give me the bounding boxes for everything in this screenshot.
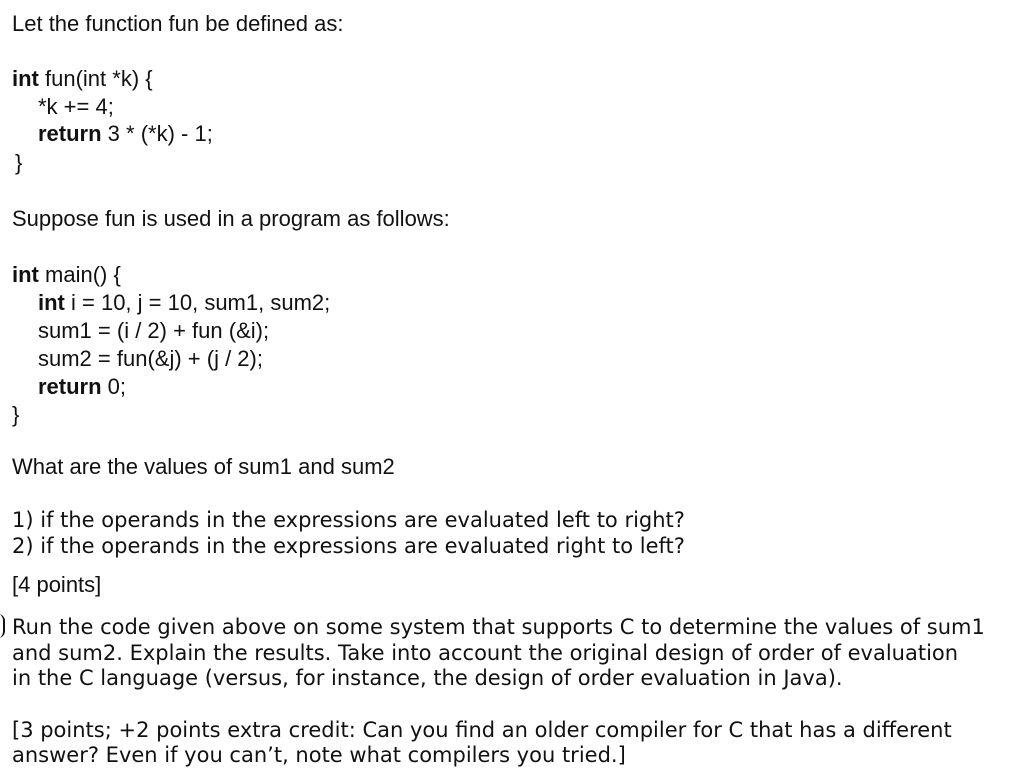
question-part-2: 2) if the operands in the expressions are evaluated right to left? — [12, 534, 685, 558]
usage-intro-text: Suppose fun is used in a program as follows: — [12, 206, 450, 231]
fun-close-brace: } — [15, 150, 23, 175]
main-signature — [12, 262, 121, 288]
fun-signature — [12, 66, 153, 92]
points-label-1: [4 points] — [12, 572, 102, 597]
main-declaration-line — [38, 290, 330, 316]
fun-signature-rest: fun(int *k) { — [38, 66, 153, 91]
main-return-rest: 0; — [101, 374, 127, 399]
left-edge-mark — [0, 614, 5, 638]
keyword-return: return — [38, 121, 102, 146]
question-text: What are the values of sum1 and sum2 — [12, 454, 395, 479]
main-sum1-line: sum1 = (i / 2) + fun (&i); — [38, 318, 270, 343]
main-close-brace: } — [12, 402, 20, 427]
main-signature-rest: main() { — [38, 262, 121, 287]
run-line-2: and sum2. Explain the results. Take into account the original design of order of evaluation — [12, 641, 959, 665]
main-sum2-line: sum2 = fun(&j) + (j / 2); — [38, 346, 263, 371]
main-declaration-rest: i = 10, j = 10, sum1, sum2; — [64, 290, 331, 315]
extra-line-2: answer? Even if you can’t, note what compilers you tried.] — [12, 743, 626, 767]
keyword-int: int — [38, 290, 65, 315]
extra-line-1: [3 points; +2 points extra credit: Can you find an older compiler for C that has a different — [12, 718, 952, 742]
run-line-3: in the C language (versus, for instance, the design of order evaluation in Java). — [12, 666, 843, 690]
question-part-1: 1) if the operands in the expressions are evaluated left to right? — [12, 508, 685, 532]
main-return-line — [38, 374, 126, 400]
intro-text: Let the function fun be defined as: — [12, 11, 344, 36]
keyword-int: int — [12, 66, 39, 91]
fun-return-rest: 3 * (*k) - 1; — [101, 121, 213, 146]
keyword-int: int — [12, 262, 39, 287]
fun-return-line — [38, 121, 213, 147]
run-line-1: Run the code given above on some system that supports C to determine the values of sum1 — [12, 615, 985, 639]
fun-increment-line: *k += 4; — [38, 94, 114, 119]
keyword-return: return — [38, 374, 102, 399]
